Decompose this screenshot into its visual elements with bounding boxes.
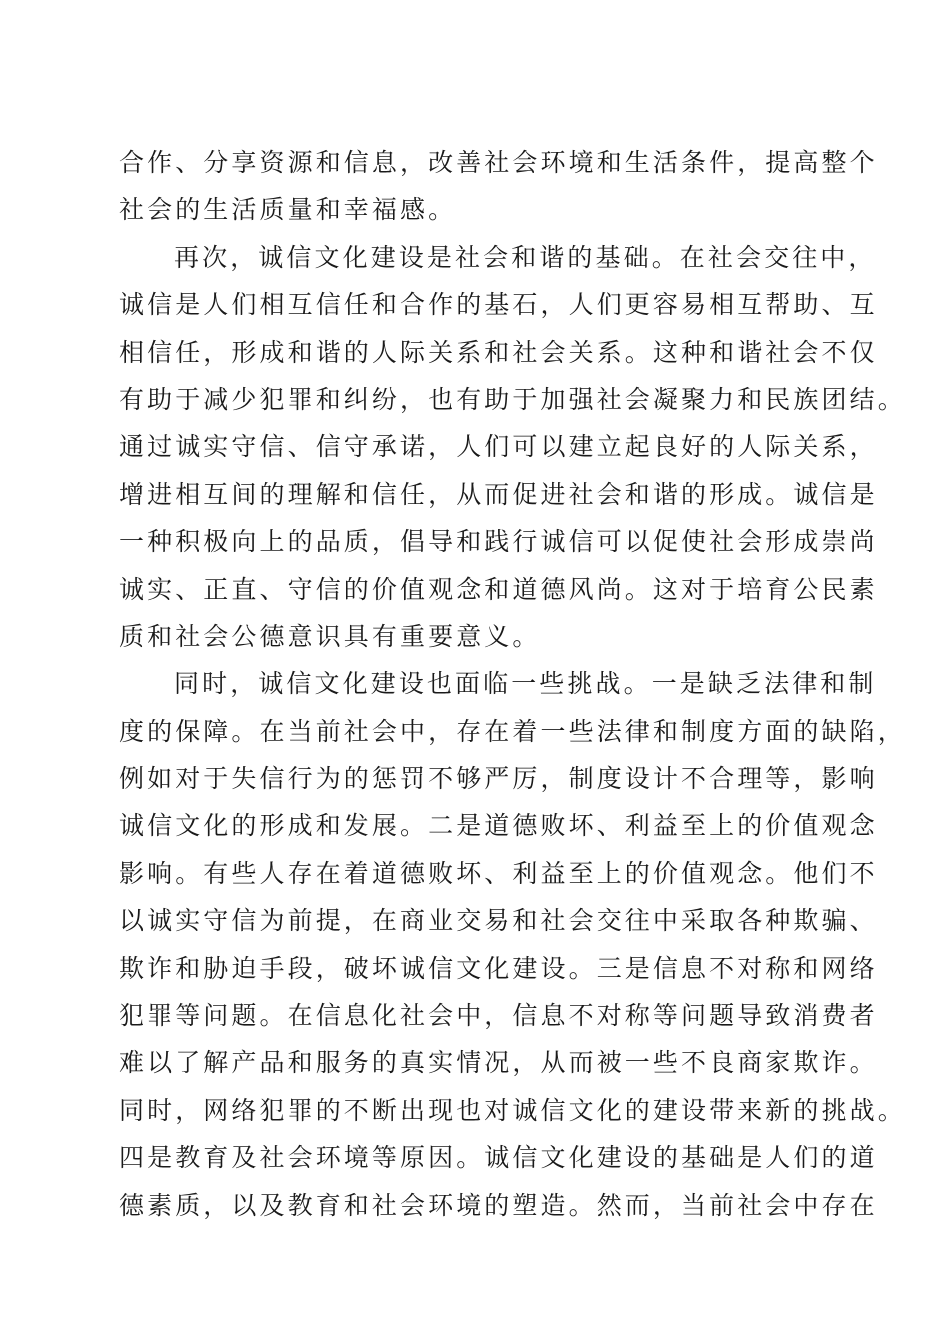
text-line: 欺诈和胁迫手段，破坏诚信文化建设。三是信息不对称和网络 <box>119 953 878 983</box>
text-line: 增进相互间的理解和信任，从而促进社会和谐的形成。诚信是 <box>119 479 878 509</box>
text-line: 例如对于失信行为的惩罚不够严厉，制度设计不合理等，影响 <box>119 764 878 794</box>
text-line: 影响。有些人存在着道德败坏、利益至上的价值观念。他们不 <box>119 858 878 888</box>
text-line: 同时，网络犯罪的不断出现也对诚信文化的建设带来新的挑战。 <box>119 1095 906 1125</box>
text-line: 难以了解产品和服务的真实情况，从而被一些不良商家欺诈。 <box>119 1048 878 1078</box>
text-line: 诚信文化的形成和发展。二是道德败坏、利益至上的价值观念 <box>119 811 878 841</box>
paragraph-first-line: 同时，诚信文化建设也面临一些挑战。一是缺乏法律和制 <box>174 669 877 699</box>
text-line: 诚信是人们相互信任和合作的基石，人们更容易相互帮助、互 <box>119 290 878 320</box>
text-line: 有助于减少犯罪和纠纷，也有助于加强社会凝聚力和民族团结。 <box>119 384 906 414</box>
text-line: 四是教育及社会环境等原因。诚信文化建设的基础是人们的道 <box>119 1143 878 1173</box>
text-line: 度的保障。在当前社会中，存在着一些法律和制度方面的缺陷， <box>119 716 906 746</box>
text-line: 以诚实守信为前提，在商业交易和社会交往中采取各种欺骗、 <box>119 906 878 936</box>
paragraph-first-line: 再次，诚信文化建设是社会和谐的基础。在社会交往中， <box>174 242 877 272</box>
text-line: 一种积极向上的品质，倡导和践行诚信可以促使社会形成崇尚 <box>119 527 878 557</box>
text-line: 犯罪等问题。在信息化社会中，信息不对称等问题导致消费者 <box>119 1001 878 1031</box>
text-line: 德素质，以及教育和社会环境的塑造。然而，当前社会中存在 <box>119 1190 878 1220</box>
text-line: 合作、分享资源和信息，改善社会环境和生活条件，提高整个 <box>119 148 878 177</box>
text-line: 相信任，形成和谐的人际关系和社会关系。这种和谐社会不仅 <box>119 337 878 367</box>
text-line: 通过诚实守信、信守承诺，人们可以建立起良好的人际关系， <box>119 432 878 462</box>
text-line: 社会的生活质量和幸福感。 <box>119 195 457 225</box>
body-text <box>119 139 906 1229</box>
text-line: 质和社会公德意识具有重要意义。 <box>119 621 541 651</box>
text-line: 诚实、正直、守信的价值观念和道德风尚。这对于培育公民素 <box>119 574 878 604</box>
